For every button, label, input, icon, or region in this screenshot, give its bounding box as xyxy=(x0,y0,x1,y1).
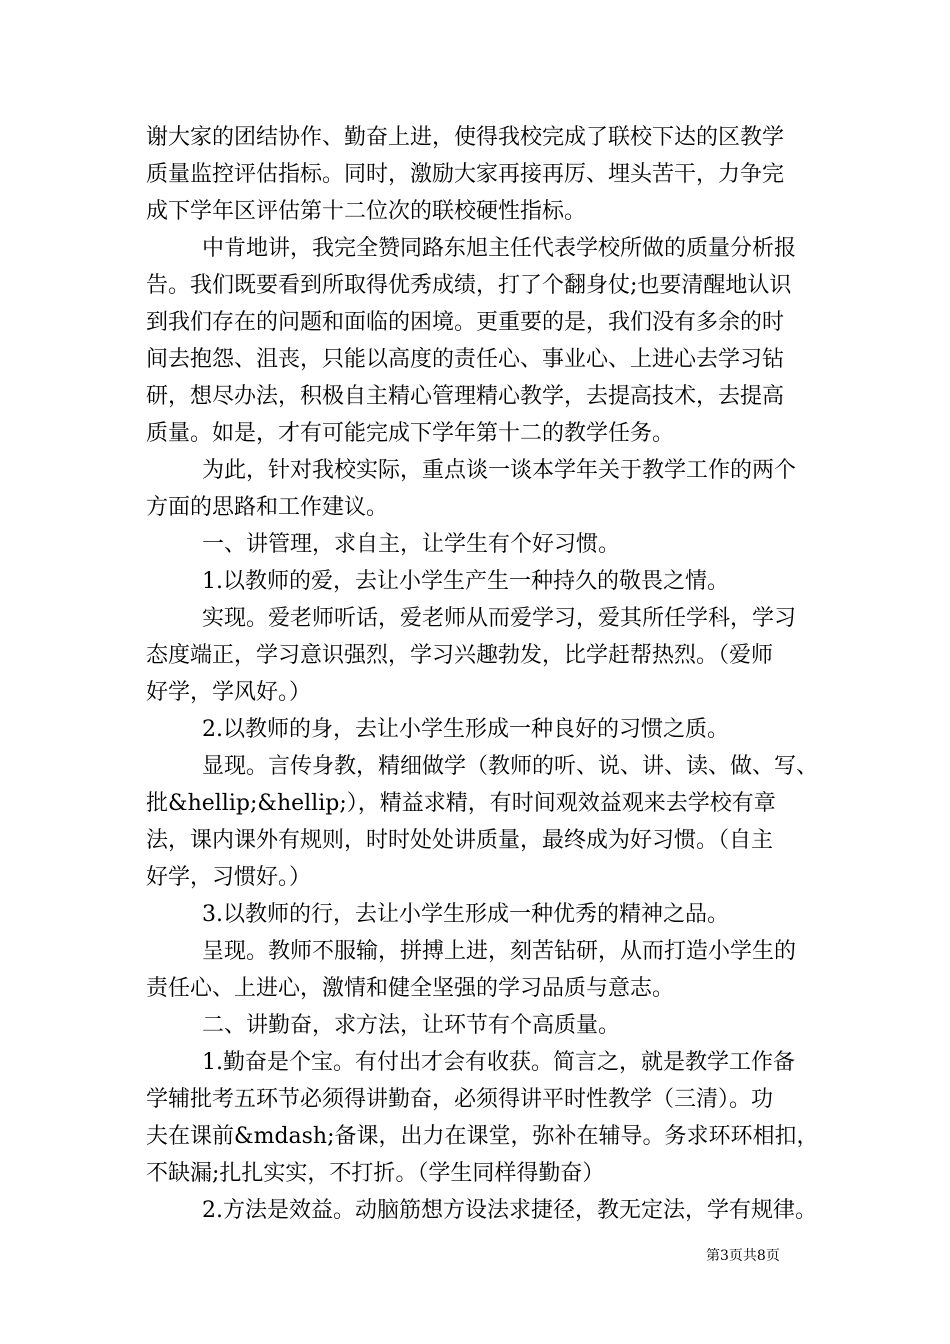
text-line: 到我们存在的问题和面临的困境。更重要的是，我们没有多余的时 xyxy=(146,310,785,335)
text-line: 1.勤奋是个宝。有付出才会有收获。简言之，就是教学工作备 xyxy=(202,1050,795,1075)
text-line: 责任心、上进心，激情和健全坚强的学习品质与意志。 xyxy=(146,976,675,1001)
text-line: 方面的思路和工作建议。 xyxy=(146,495,389,520)
text-line: 学辅批考五环节必须得讲勤奋，必须得讲平时性教学（三清）。功 xyxy=(146,1087,774,1112)
text-line: 显现。言传身教，精细做学（教师的听、说、讲、读、做、写、 xyxy=(202,754,819,779)
text-line: 法，课内课外有规则，时时处处讲质量，最终成为好习惯。（自主 xyxy=(146,828,774,853)
text-line: 态度端正，学习意识强烈，学习兴趣勃发，比学赶帮热烈。（爱师 xyxy=(146,643,774,668)
text-line: 二、讲勤奋，求方法，让环节有个高质量。 xyxy=(202,1013,621,1038)
text-line: 实现。爱老师听话，爱老师从而爱学习，爱其所任学科，学习 xyxy=(202,606,797,631)
text-line: 中肯地讲，我完全赞同路东旭主任代表学校所做的质量分析报 xyxy=(202,236,797,261)
text-line: 一、讲管理，求自主，让学生有个好习惯。 xyxy=(202,532,621,557)
page-number: 第3页共8页 xyxy=(706,1248,780,1264)
text-line: 批&hellip;&hellip;），精益求精，有时间观效益观来去学校有章 xyxy=(146,791,776,816)
text-line: 夫在课前&mdash;备课，出力在课堂，弥补在辅导。务求环环相扣， xyxy=(146,1124,819,1149)
text-line: 好学，习惯好。） xyxy=(146,865,312,890)
text-line: 好学，学风好。） xyxy=(146,680,312,705)
document-body xyxy=(146,119,826,1229)
text-line: 告。我们既要看到所取得优秀成绩，打了个翻身仗;也要清醒地认识 xyxy=(146,273,792,298)
text-line: 质量。如是，才有可能完成下学年第十二的教学任务。 xyxy=(146,421,675,446)
text-line: 不缺漏;扎扎实实，不打折。（学生同样得勤奋） xyxy=(146,1161,605,1186)
text-line: 为此，针对我校实际，重点谈一谈本学年关于教学工作的两个 xyxy=(202,458,797,483)
text-line: 呈现。教师不服输，拼搏上进，刻苦钻研，从而打造小学生的 xyxy=(202,939,797,964)
text-line: 2.方法是效益。动脑筋想方设法求捷径，教无定法，学有规律。 xyxy=(202,1198,817,1223)
text-line: 谢大家的团结协作、勤奋上进，使得我校完成了联校下达的区教学 xyxy=(146,125,785,150)
text-line: 2.以教师的身，去让小学生形成一种良好的习惯之质。 xyxy=(202,717,729,742)
text-line: 间去抱怨、沮丧，只能以高度的责任心、事业心、上进心去学习钻 xyxy=(146,347,785,372)
text-line: 1.以教师的爱，去让小学生产生一种持久的敬畏之情。 xyxy=(202,569,729,594)
text-line: 3.以教师的行，去让小学生形成一种优秀的精神之品。 xyxy=(202,902,729,927)
text-line: 研，想尽办法，积极自主精心管理精心教学，去提高技术，去提高 xyxy=(146,384,785,409)
text-line: 成下学年区评估第十二位次的联校硬性指标。 xyxy=(146,199,587,224)
text-line: 质量监控评估指标。同时，激励大家再接再厉、埋头苦干，力争完 xyxy=(146,162,785,187)
